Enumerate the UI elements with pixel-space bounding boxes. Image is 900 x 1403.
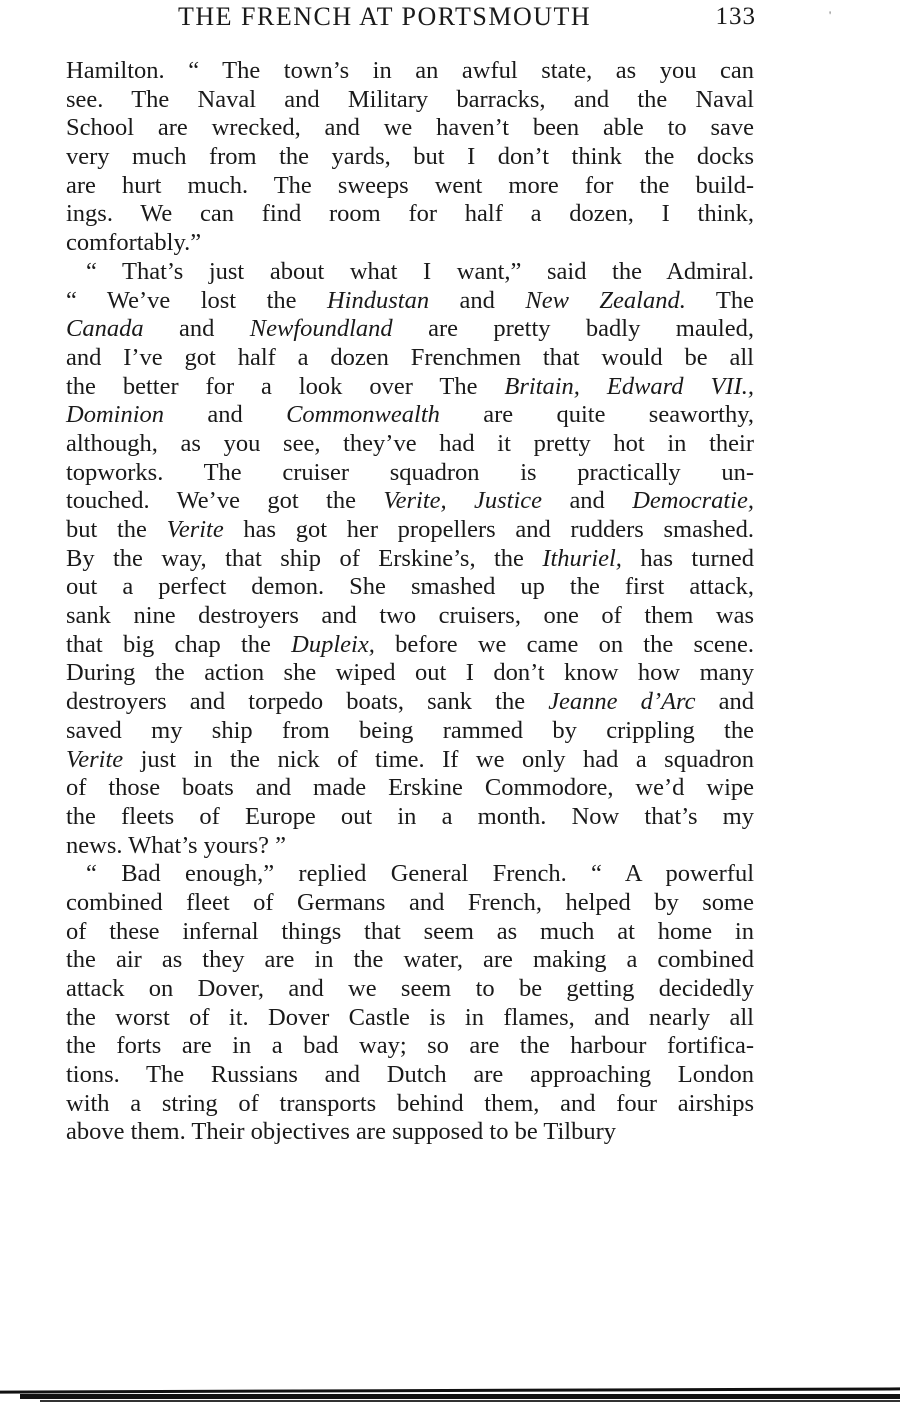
text-run: and: [143, 315, 250, 343]
text-run: the worst of it. Dover Castle is in flames, and nearly all: [66, 1003, 754, 1031]
text-run: very much from the yards, but I don’t think the docks: [66, 143, 754, 171]
text-run: see. The Naval and Military barracks, and the Naval: [66, 85, 754, 113]
running-head: [66, 0, 756, 40]
text-run: destroyers and torpedo boats, sank the: [66, 688, 549, 716]
italic-ship-name: Canada: [66, 315, 144, 343]
text-run: of these infernal things that seem as much at home in: [66, 917, 754, 945]
text-line: [66, 459, 754, 488]
text-run: tions. The Russians and Dutch are approaching London: [66, 1061, 754, 1089]
text-run: that big chap the: [66, 630, 292, 658]
text-line: [66, 1004, 754, 1033]
text-run: but the: [66, 516, 167, 543]
text-line: [66, 57, 754, 86]
text-run: and I’ve got half a dozen Frenchmen that would be all: [66, 343, 754, 371]
scan-speck: ': [829, 8, 832, 22]
italic-ship-name: Democratie,: [632, 487, 754, 515]
text-run: saved my ship from being rammed by crippling the: [66, 716, 754, 744]
text-line: [66, 86, 754, 115]
scan-edge-rule: [0, 1383, 900, 1403]
italic-ship-name: Jeanne d’Arc: [548, 688, 696, 716]
text-run: the fleets of Europe out in a month. Now that’s my: [66, 802, 754, 830]
text-run: touched. We’ve got the: [66, 487, 384, 515]
text-line: [66, 545, 754, 574]
text-line: [66, 1032, 754, 1061]
text-run: news. What’s yours? ”: [66, 831, 286, 859]
text-line: [66, 746, 754, 775]
text-line: [66, 918, 754, 947]
text-line: [66, 258, 754, 287]
text-run: and: [695, 688, 755, 716]
text-run: ings. We can find room for half a dozen, I think,: [66, 200, 754, 228]
text-run: and: [429, 286, 526, 314]
text-run: are pretty badly mauled,: [392, 315, 754, 343]
text-line: [66, 1061, 754, 1090]
text-run: just in the nick of time. If we only had a squadron: [123, 745, 754, 773]
text-line: [66, 143, 754, 172]
text-line: [66, 487, 754, 516]
text-run: the forts are in a bad way; so are the harbour fortifica-: [66, 1032, 754, 1060]
italic-ship-name: Britain, Edward VII.,: [504, 372, 754, 400]
italic-ship-name: Verite: [66, 745, 124, 773]
text-run: are hurt much. The sweeps went more for the build-: [66, 171, 754, 199]
italic-ship-name: Newfoundland: [249, 315, 393, 343]
running-title: THE FRENCH AT PORTSMOUTH: [178, 2, 592, 31]
text-run: The: [685, 286, 754, 314]
italic-ship-name: Verite, Justice: [383, 487, 543, 515]
text-run: School are wrecked, and we haven’t been able to save: [66, 114, 754, 142]
text-run: sank nine destroyers and two cruisers, one of them was: [66, 602, 754, 630]
text-run: with a string of transports behind them, and four airships: [66, 1089, 754, 1117]
text-line: [66, 172, 754, 201]
text-line: [66, 946, 754, 975]
text-run: Hamilton. “ The town’s in an awful state, as you can: [66, 57, 754, 84]
text-line: [66, 315, 754, 344]
text-line: [66, 975, 754, 1004]
body-text: [66, 57, 754, 1147]
text-line: [66, 860, 754, 889]
italic-ship-name: Commonwealth: [286, 401, 440, 429]
text-line: [66, 229, 754, 258]
text-line: [66, 287, 754, 316]
text-run: and: [542, 487, 633, 515]
text-run: and: [164, 401, 287, 429]
text-run: the air as they are in the water, are making a combined: [66, 946, 754, 974]
text-line: [66, 344, 754, 373]
text-line: [66, 1118, 754, 1147]
text-line: [66, 373, 754, 402]
text-run: “ We’ve lost the: [66, 286, 327, 314]
scan-edge-rule-line: [0, 1387, 900, 1393]
text-line: [66, 889, 754, 918]
page-number: 133: [715, 3, 756, 30]
text-run: “ Bad enough,” replied General French. “ A powerful: [86, 860, 754, 888]
text-run: above them. Their objectives are supposed to be Tilbury: [66, 1118, 617, 1146]
text-line: [66, 832, 754, 861]
text-line: [66, 401, 754, 430]
text-line: [66, 688, 754, 717]
text-line: [66, 200, 754, 229]
text-run: although, as you see, they’ve had it pretty hot in their: [66, 429, 754, 457]
text-line: [66, 602, 754, 631]
italic-ship-name: Ithuriel,: [542, 544, 622, 572]
text-run: combined fleet of Germans and French, helped by some: [66, 888, 754, 916]
text-line: [66, 631, 754, 660]
text-run: comfortably.”: [66, 229, 202, 257]
italic-ship-name: Hindustan: [326, 286, 430, 314]
text-line: [66, 573, 754, 602]
italic-ship-name: Dominion: [66, 401, 164, 429]
text-line: [66, 1090, 754, 1119]
italic-ship-name: Verite: [166, 516, 224, 543]
text-run: of those boats and made Erskine Commodore, we’d wipe: [66, 774, 754, 802]
text-run: topworks. The cruiser squadron is practically un-: [66, 458, 754, 486]
text-run: attack on Dover, and we seem to be getting decidedly: [66, 975, 754, 1002]
text-run: By the way, that ship of Erskine’s, the: [66, 544, 543, 572]
text-line: [66, 803, 754, 832]
text-line: [66, 430, 754, 459]
text-run: out a perfect demon. She smashed up the first attack,: [66, 573, 754, 601]
text-run: before we came on the scene.: [374, 630, 754, 658]
text-run: the better for a look over The: [66, 372, 505, 400]
text-line: [66, 774, 754, 803]
text-line: [66, 516, 754, 545]
scan-edge-rule-line: [40, 1400, 900, 1402]
text-line: [66, 659, 754, 688]
text-run: has turned: [621, 544, 754, 572]
italic-ship-name: Dupleix,: [291, 630, 375, 658]
italic-ship-name: New Zealand.: [525, 286, 686, 314]
scan-edge-rule-line: [20, 1394, 900, 1399]
text-line: [66, 114, 754, 143]
text-run: has got her propellers and rudders smashed.: [223, 516, 755, 543]
text-line: [66, 717, 754, 746]
text-run: “ That’s just about what I want,” said the Admiral.: [86, 257, 754, 285]
text-run: are quite seaworthy,: [439, 401, 755, 429]
text-run: During the action she wiped out I don’t know how many: [66, 659, 754, 687]
